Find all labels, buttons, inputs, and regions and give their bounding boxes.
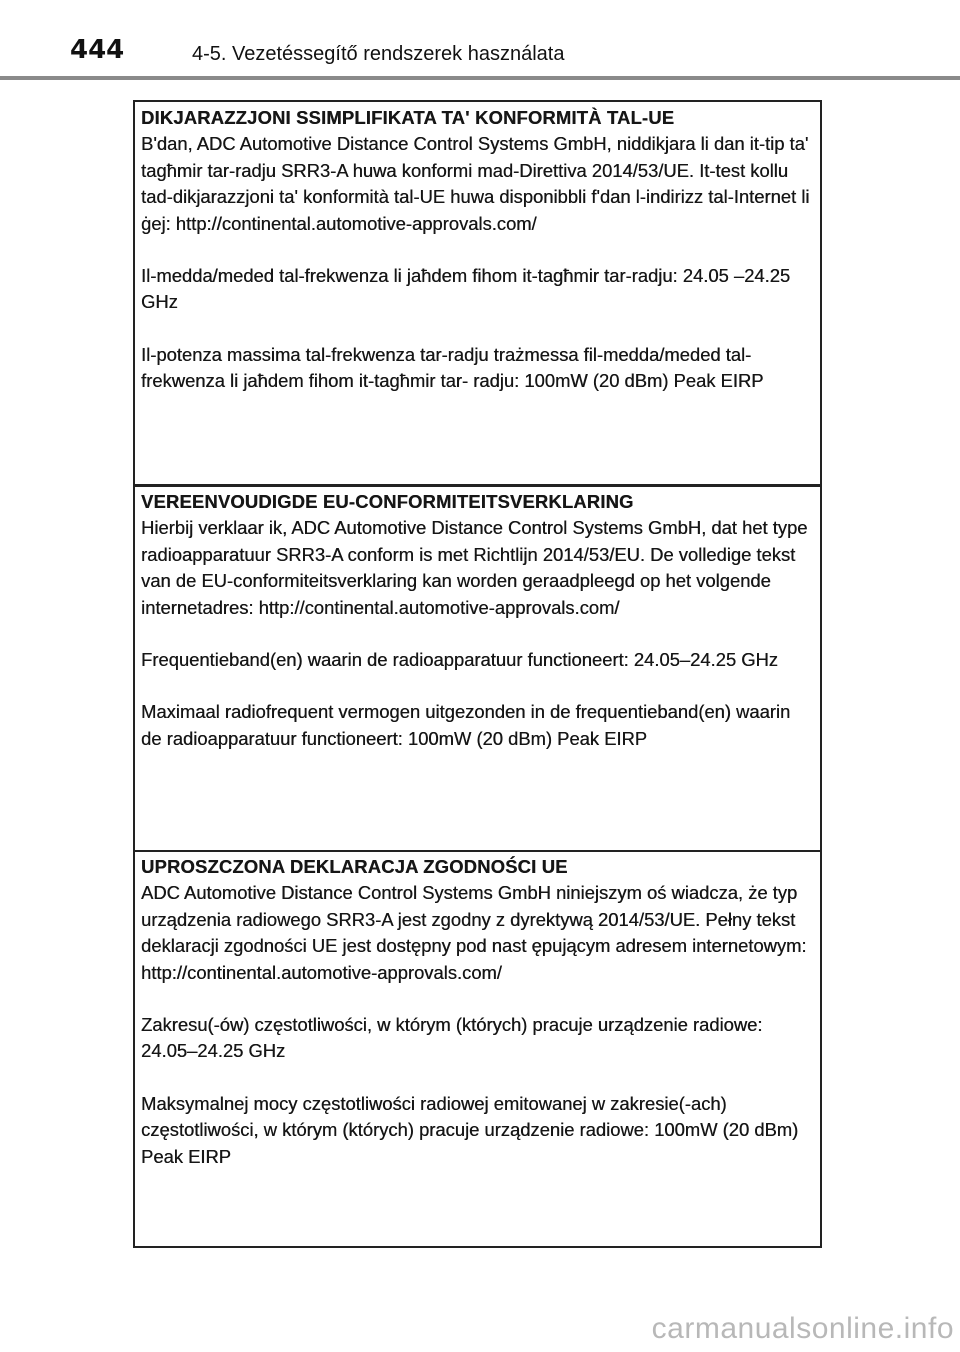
frequency-band-text: Il-medda/meded tal-frekwenza li jaħdem fihom it-tagħmir tar-radju: 24.05 –24.25 GHz: [141, 265, 791, 313]
page-header: [0, 0, 960, 80]
declaration-box-polish: [133, 850, 822, 1248]
declaration-statement: Hierbij verklaar ik, ADC Automotive Distance Control Systems GmbH, dat het type radioapparatuur SRR3-A conform is met Richtlijn 2014/53/EU. De volledige tekst van de EU-conformiteitsverklaring kan worden geraadpleegd op het volgende internetadres: http://continental.automotive-approvals.com/: [141, 517, 808, 618]
frequency-band-text: Zakresu(-ów) częstotliwości, w którym (których) pracuje urządzenie radiowe: 24.05–24.25 GHz: [141, 1014, 763, 1062]
header-divider: [0, 76, 960, 80]
max-power-text: Il-potenza massima tal-frekwenza tar-radju trażmessa fil-medda/meded tal-frekwenza li jaħdem fihom it-tagħmir tar- radju: 100mW (20 dBm) Peak EIRP: [141, 343, 764, 392]
declaration-statement: B'dan, ADC Automotive Distance Control Systems GmbH, niddikjara li dan it-tip ta' tagħmir tar-radju SRR3-A huwa konformi mad-Direttiva 2014/53/UE. It-test kollu tad-dikjarazzjoni ta' konformità tal-UE huwa disponibbli f'dan l-indirizz tal-Internet li ġej: http://continental.automotive-approvals.com/: [141, 133, 810, 234]
frequency-band-text: Frequentieband(en) waarin de radioapparatuur functioneert: 24.05–24.25 GHz: [141, 649, 778, 671]
site-watermark: carmanualsonline.info: [651, 1312, 954, 1345]
declaration-heading: VEREENVOUDIGDE EU-CONFORMITEITSVERKLARING: [141, 491, 634, 512]
declaration-heading: DIKJARAZZJONI SSIMPLIFIKATA TA' KONFORMITÀ TAL-UE: [141, 107, 675, 128]
max-power-text: Maksymalnej mocy częstotliwości radiowej emitowanej w zakresie(-ach) częstotliwości, w którym (których) pracuje urządzenie radiowe: 100mW (20 dBm) Peak EIRP: [141, 1092, 799, 1167]
page-number: 444: [70, 35, 125, 65]
chapter-title: 4-5. Vezetéssegítő rendszerek használata: [192, 43, 565, 65]
max-power-text: Maximaal radiofrequent vermogen uitgezonden in de frequentieband(en) waarin de radioapparatuur functioneert: 100mW (20 dBm) Peak EIRP: [141, 701, 791, 749]
declaration-box-dutch: [133, 486, 822, 850]
declaration-heading: UPROSZCZONA DEKLARACJA ZGODNOŚCI UE: [141, 856, 568, 877]
declaration-box-maltese: [133, 100, 822, 487]
declaration-statement: ADC Automotive Distance Control Systems GmbH niniejszym oś wiadcza, że typ urządzenia radiowego SRR3-A jest zgodny z dyrektywą 2014/53/UE. Pełny tekst deklaracji zgodności UE jest dostępny pod nast ępującym adresem internetowym: http://continental.automotive-approvals.com/: [141, 882, 807, 983]
